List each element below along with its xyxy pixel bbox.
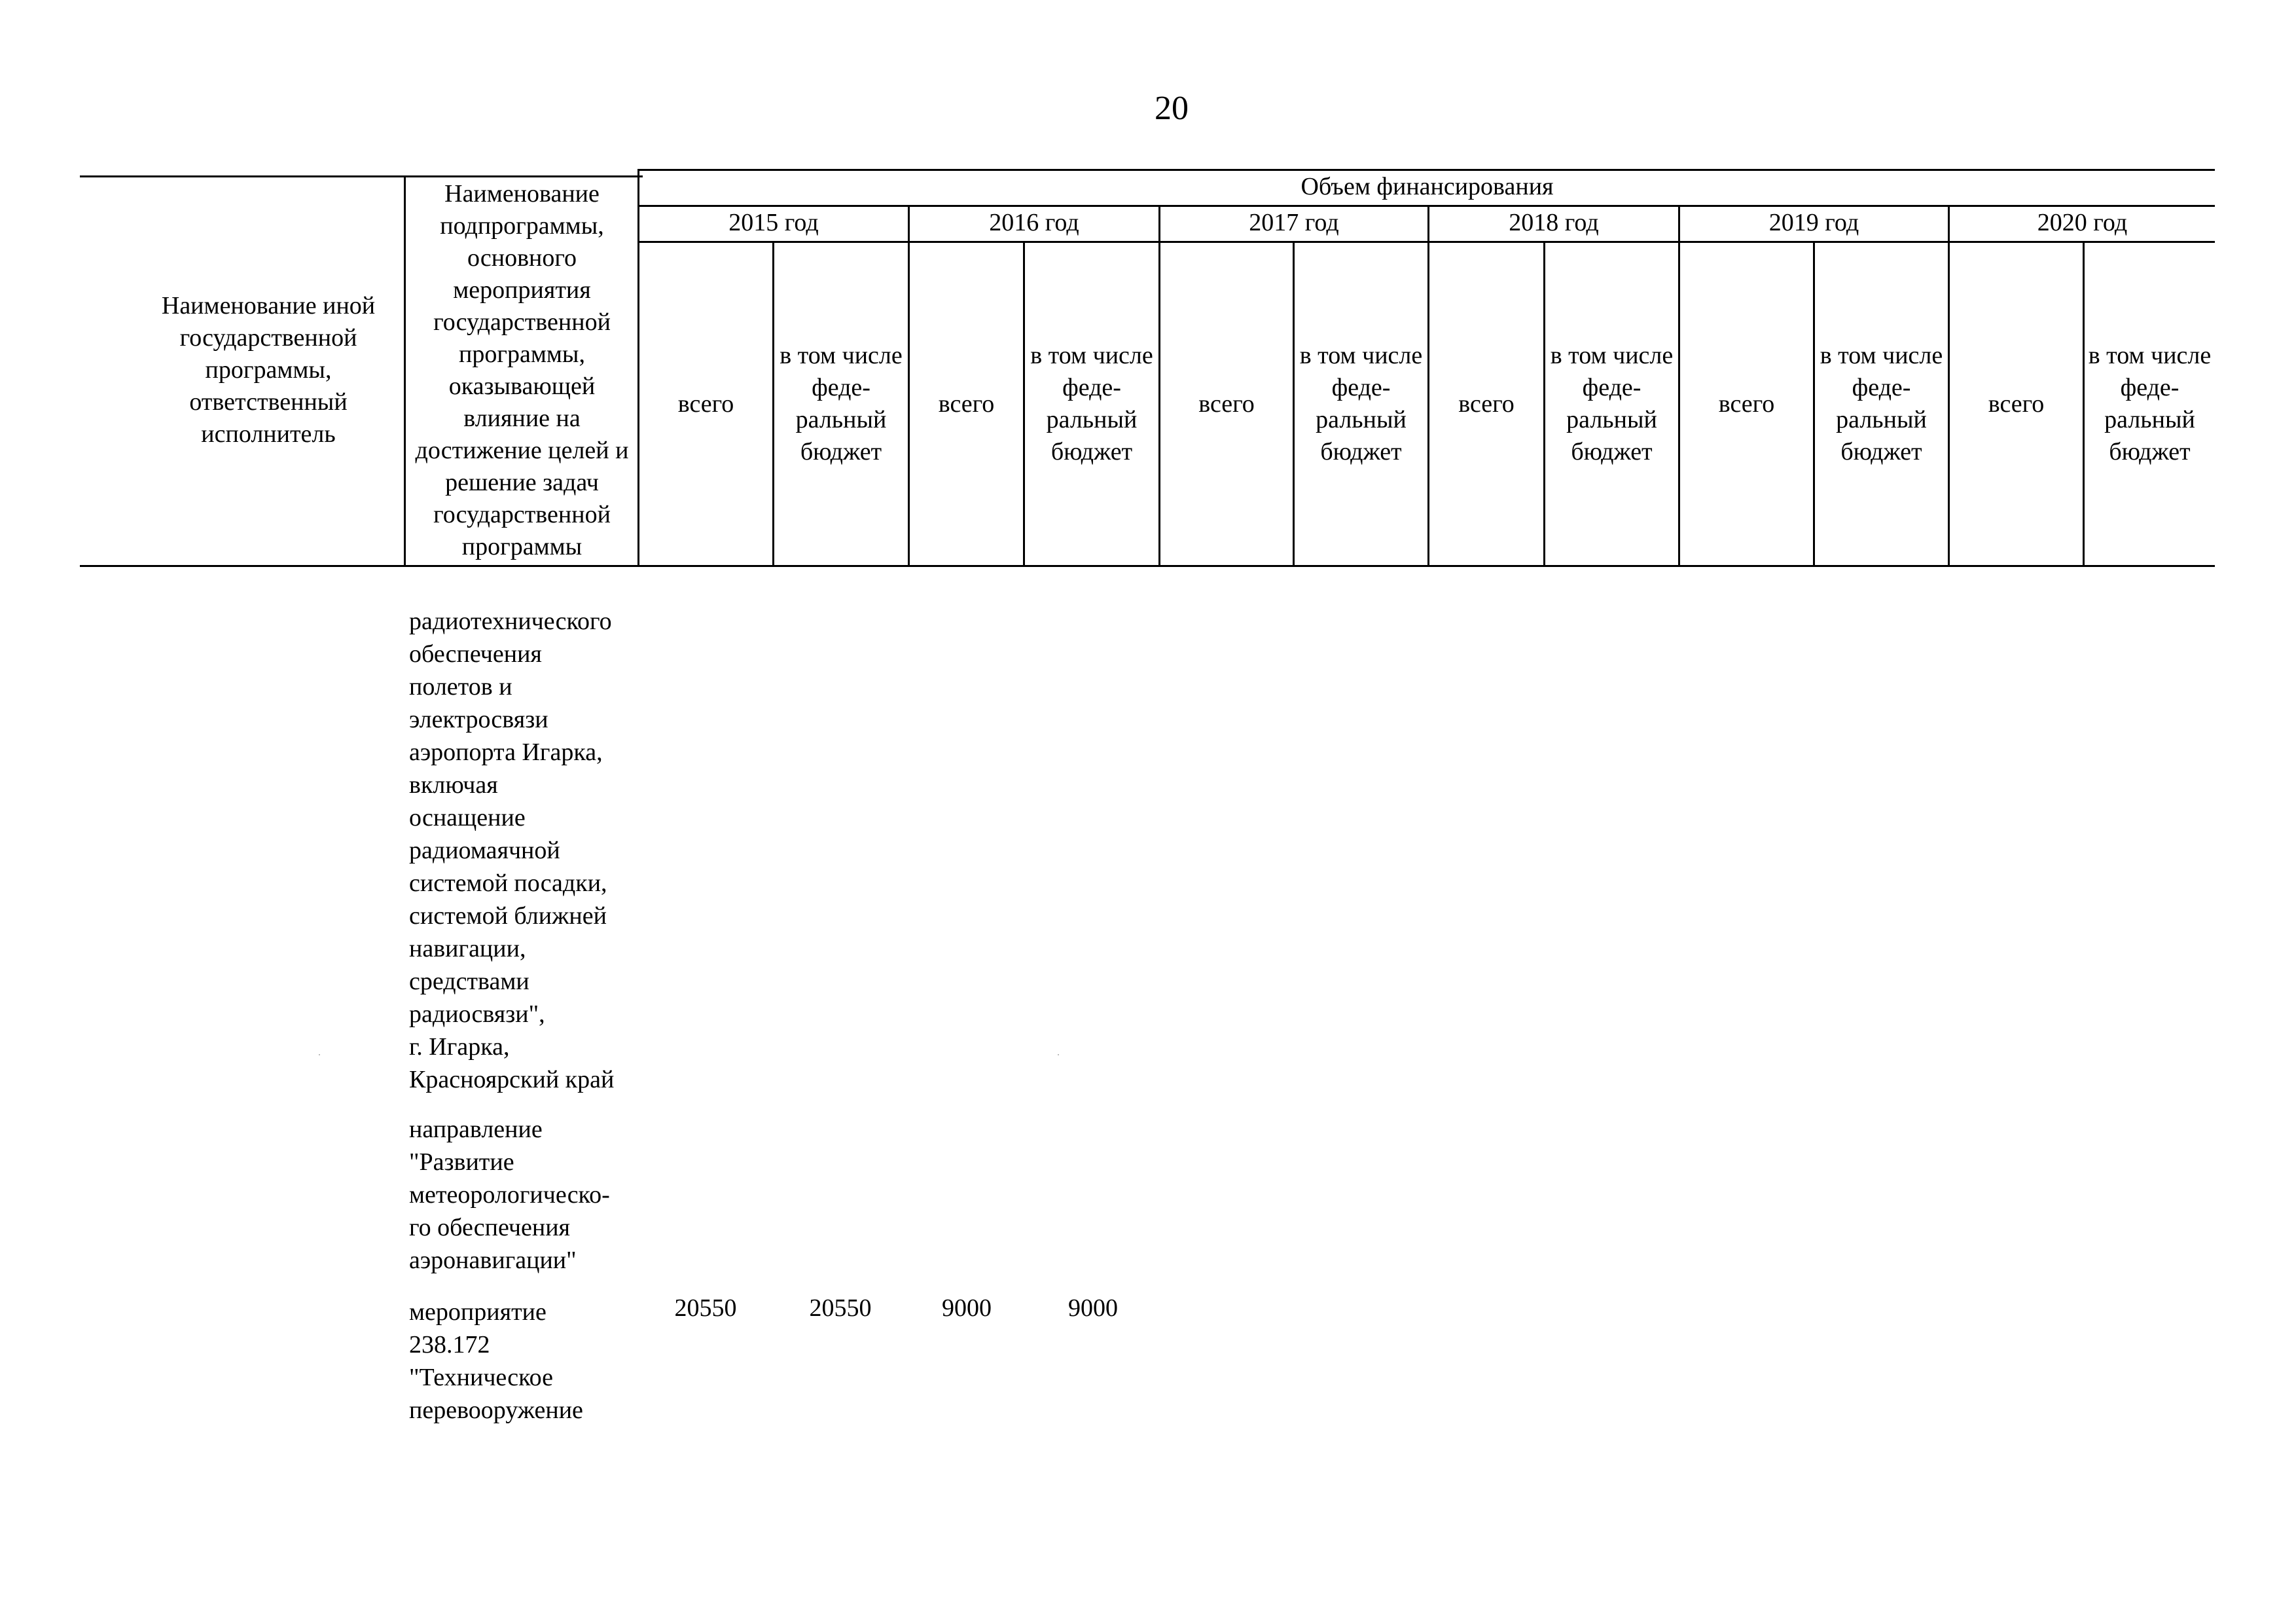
header-year: 2020 год <box>2037 209 2128 236</box>
header-federal: в том числе феде-ральный бюджет <box>780 342 903 465</box>
header-federal: в том числе феде-ральный бюджет <box>1030 342 1153 465</box>
table-row-text: радиотехнического обеспечения полетов и электросвязи аэропорта Игарка, включая оснащение радиомаячной системой посадки, системой ближней навигации, средствами радиосвязи", г. Игарка, Красноярский край <box>409 608 615 1093</box>
header-total: всего <box>677 390 734 418</box>
header-total: всего <box>1458 390 1515 418</box>
header-total: всего <box>1198 390 1255 418</box>
header-year: 2019 год <box>1768 209 1859 236</box>
header-federal: в том числе феде-ральный бюджет <box>1820 342 1943 465</box>
header-federal: в том числе феде-ральный бюджет <box>2088 342 2212 465</box>
value-2015-total: 20550 <box>674 1294 737 1322</box>
header-bottom-rule <box>80 565 2215 567</box>
header-federal: в том числе феде-ральный бюджет <box>1299 342 1423 465</box>
header-year: 2017 год <box>1249 209 1339 236</box>
header-total: всего <box>1988 390 2045 418</box>
header-financing-title: Объем финансирования <box>1300 173 1554 200</box>
header-subprogram-name: Наименование подпрограммы, основного мероприятия государственной программы, оказывающей влияние на достижение целей и решение задач государственной программы <box>415 179 629 560</box>
header-federal: в том числе феде-ральный бюджет <box>1550 342 1674 465</box>
scan-speck <box>1058 1054 1059 1055</box>
page-number: 20 <box>1155 90 1189 127</box>
table-row-text: направление "Развитие метеорологическо- го обеспечения аэронавигации" <box>409 1116 610 1274</box>
value-2015-federal: 20550 <box>809 1294 872 1322</box>
table-row-text: мероприятие 238.172 "Техническое перевооружение <box>409 1298 583 1424</box>
header-year: 2018 год <box>1509 209 1599 236</box>
header-total: всего <box>938 390 995 418</box>
header-year: 2016 год <box>989 209 1079 236</box>
header-total: всего <box>1718 390 1775 418</box>
value-2016-total: 9000 <box>942 1294 992 1322</box>
col-divider <box>404 175 406 567</box>
header-year: 2015 год <box>728 209 819 236</box>
scan-speck <box>319 1054 320 1055</box>
header-program-name: Наименование иной государственной программы, ответственный исполнитель <box>161 292 376 448</box>
value-2016-federal: 9000 <box>1068 1294 1118 1322</box>
